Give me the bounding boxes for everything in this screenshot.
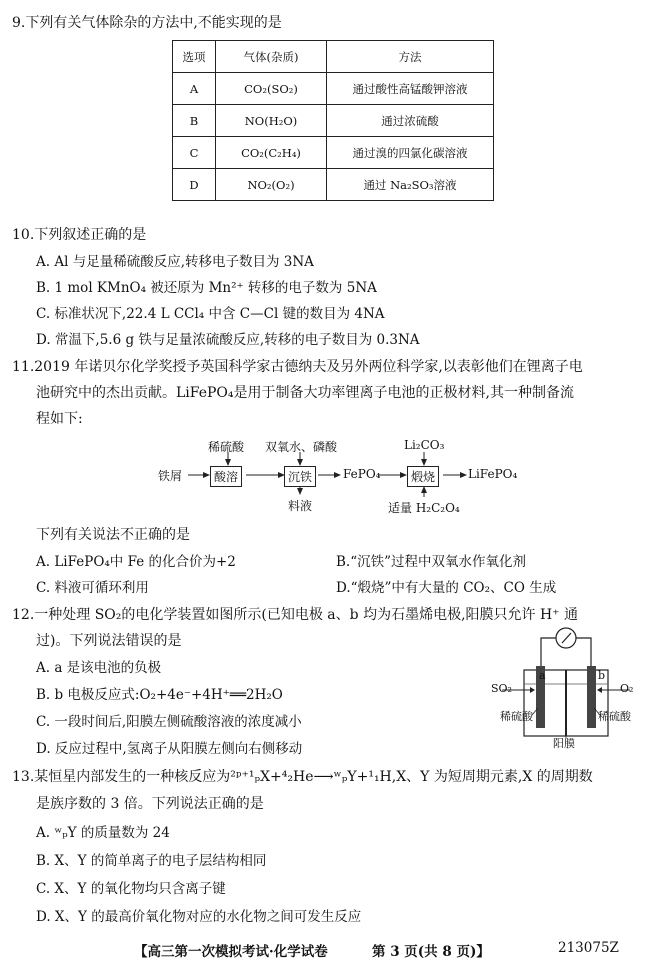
q13-stem-line2: 是族序数的 3 倍。下列说法正确的是: [36, 796, 264, 812]
table-cell: 通过溴的四氯化碳溶液: [327, 137, 494, 169]
table-header: 方法: [327, 41, 494, 73]
flow-box1-input: 稀硫酸: [208, 440, 245, 454]
q11-stem-line1: 11.2019 年诺贝尔化学奖授予英国科学家古德纳夫及另外两位科学家,以表彰他们在锂离子电: [12, 359, 583, 375]
q12-stem-line1: 12.一种处理 SO₂的电化学装置如图所示(已知电极 a、b 均为石墨烯电极,阳膜只允许 H⁺ 通: [12, 607, 579, 623]
table-cell: CO₂(C₂H₄): [216, 137, 327, 169]
flow-box3-input-bottom: 适量 H₂C₂O₄: [388, 501, 460, 515]
q13-option-d: D. X、Y 的最高价氧化物对应的水化物之间可发生反应: [36, 909, 362, 925]
flow-box3-input: Li₂CO₃: [404, 438, 445, 452]
table-header: 选项: [173, 41, 216, 73]
q10-option-b: B. 1 mol KMnO₄ 被还原为 Mn²⁺ 转移的电子数为 5NA: [36, 280, 377, 296]
footer-title: 【高三第一次模拟考试·化学试卷: [134, 944, 328, 960]
q11-option-a: A. LiFePO₄中 Fe 的化合价为+2: [36, 554, 236, 570]
q11-option-c: C. 料液可循环利用: [36, 580, 149, 596]
flow-box-calcine: 煅烧: [407, 466, 439, 487]
q11-option-d: D.“煅烧”中有大量的 CO₂、CO 生成: [336, 580, 557, 596]
table-cell: CO₂(SO₂): [216, 73, 327, 105]
q10-option-d: D. 常温下,5.6 g 铁与足量浓硫酸反应,转移的电子数目为 0.3NA: [36, 332, 420, 348]
flow-box2-output: 料液: [288, 499, 313, 513]
q11-stem-line2: 池研究中的杰出贡献。LiFePO₄是用于制备大功率锂离子电池的正极材料,其一种制备流: [36, 385, 574, 401]
footer-page: 第 3 页(共 8 页)】: [372, 944, 490, 960]
q12-stem-line2: 过)。下列说法错误的是: [36, 633, 182, 649]
q9-stem: 9.下列有关气体除杂的方法中,不能实现的是: [12, 15, 282, 31]
q13-option-b: B. X、Y 的简单离子的电子层结构相同: [36, 853, 267, 869]
cell-electrode-a-label: a: [539, 669, 546, 682]
cell-membrane-label: 阳膜: [553, 737, 575, 750]
cell-left-gas: SO₂: [491, 682, 512, 695]
q13-option-a: A. ʷₚY 的质量数为 24: [36, 825, 170, 841]
table-cell: A: [173, 73, 216, 105]
q11-stem-line3: 程如下:: [36, 411, 83, 427]
cell-right-gas: O₂: [620, 682, 634, 695]
q13-option-c: C. X、Y 的氧化物均只含离子键: [36, 881, 226, 897]
footer-code: 213075Z: [558, 940, 619, 956]
flow-end-label: LiFePO₄: [468, 467, 518, 481]
q10-option-a: A. Al 与足量稀硫酸反应,转移电子数目为 3NA: [36, 254, 314, 270]
q10-option-c: C. 标准状况下,22.4 L CCl₄ 中含 C—Cl 键的数目为 4NA: [36, 306, 385, 322]
q12-option-d: D. 反应过程中,氢离子从阳膜左侧向右侧移动: [36, 741, 303, 757]
table-header: 气体(杂质): [216, 41, 327, 73]
q12-option-c: C. 一段时间后,阳膜左侧硫酸溶液的浓度减小: [36, 714, 302, 730]
table-cell: B: [173, 105, 216, 137]
cell-electrode-b-label: b: [598, 669, 606, 682]
table-cell: 通过浓硫酸: [327, 105, 494, 137]
cell-left-solution: 稀硫酸: [500, 710, 533, 723]
q12-option-b: B. b 电极反应式:O₂+4e⁻+4H⁺══2H₂O: [36, 687, 283, 703]
q13-stem-line1: 13.某恒星内部发生的一种核反应为²ᵖ⁺¹ₚX+⁴₂He⟶ʷₚY+¹₁H,X、Y 为短周期元素,X 的周期数: [12, 769, 593, 785]
flow-box-acid-dissolve: 酸溶: [210, 466, 242, 487]
table-cell: D: [173, 169, 216, 201]
electrode-b: [587, 666, 596, 728]
flow-mid-label: FePO₄: [343, 467, 381, 481]
cell-right-solution: 稀硫酸: [598, 710, 631, 723]
flow-box-precipitate-iron: 沉铁: [284, 466, 316, 487]
flow-start-label: 铁屑: [158, 469, 183, 483]
q11-option-b: B.“沉铁”过程中双氧水作氧化剂: [336, 554, 527, 570]
table-cell: 通过酸性高锰酸钾溶液: [327, 73, 494, 105]
q10-stem: 10.下列叙述正确的是: [12, 227, 147, 243]
table-cell: NO₂(O₂): [216, 169, 327, 201]
q11-question: 下列有关说法不正确的是: [36, 527, 190, 543]
table-cell: 通过 Na₂SO₃溶液: [327, 169, 494, 201]
q12-option-a: A. a 是该电池的负极: [36, 660, 162, 676]
table-cell: C: [173, 137, 216, 169]
flow-box2-input: 双氧水、磷酸: [265, 440, 338, 454]
table-cell: NO(H₂O): [216, 105, 327, 137]
